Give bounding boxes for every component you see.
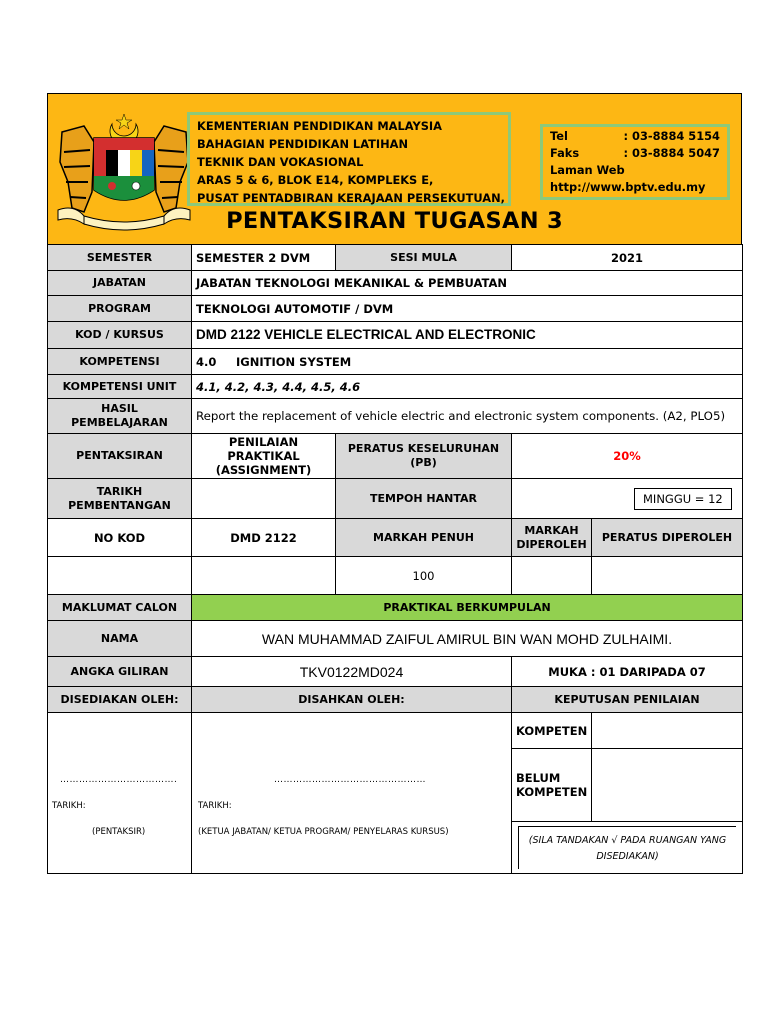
kompeten-checkbox[interactable]	[592, 713, 743, 749]
keputusan-label: KEPUTUSAN PENILAIAN	[512, 687, 743, 713]
sesi-label: SESI MULA	[336, 245, 512, 271]
markah-diperoleh-value[interactable]	[512, 557, 592, 595]
sila-note: (SILA TANDAKAN √ PADA RUANGAN YANG DISEDIAKAN)	[518, 826, 736, 869]
tempoh-cell	[512, 479, 743, 519]
tel-label: Tel	[550, 129, 568, 143]
nokod-blank[interactable]	[48, 557, 192, 595]
semester-value: SEMESTER 2 DVM	[192, 245, 336, 271]
kompetensi-label: KOMPETENSI	[48, 349, 192, 375]
belum-kompeten-checkbox[interactable]	[592, 749, 743, 821]
pentaksir-signature-area[interactable]	[48, 713, 192, 874]
ministry-line: TEKNIK DAN VOKASIONAL	[197, 155, 364, 169]
kompetensi-value: IGNITION SYSTEM	[236, 354, 352, 369]
web-url: http://www.bptv.edu.my	[550, 180, 706, 194]
signature-line-1: ……………………………….	[60, 775, 178, 785]
belum-kompeten-label: BELUM KOMPETEN	[512, 749, 592, 821]
contact-box	[540, 124, 730, 200]
tel-value: : 03-8884 5154	[623, 129, 720, 143]
ministry-line: ARAS 5 & 6, BLOK E14, KOMPLEKS E,	[197, 173, 434, 187]
ketua-signature-area[interactable]	[192, 713, 512, 874]
ministry-line: BAHAGIAN PENDIDIKAN LATIHAN	[197, 137, 409, 151]
kompetensi-cell	[192, 349, 743, 375]
minggu-box: MINGGU = 12	[634, 488, 732, 510]
pentaksiran-label: PENTAKSIRAN	[48, 434, 192, 479]
peratus-value: 20%	[512, 434, 743, 479]
praktikal-bar: PRAKTIKAL BERKUMPULAN	[192, 595, 743, 621]
ministry-line: KEMENTERIAN PENDIDIKAN MALAYSIA	[197, 119, 442, 133]
tarikh-sig-1: TARIKH:	[52, 801, 86, 811]
tarikh-sig-2: TARIKH:	[198, 801, 232, 811]
penilaian-value: PENILAIAN PRAKTIKAL (ASSIGNMENT)	[192, 434, 336, 479]
tarikh-value[interactable]	[192, 479, 336, 519]
program-value: TEKNOLOGI AUTOMOTIF / DVM	[192, 296, 743, 322]
faks-value: : 03-8884 5047	[623, 146, 720, 160]
ministry-line: PUSAT PENTADBIRAN KERAJAAN PERSEKUTUAN,	[197, 191, 505, 205]
sesi-value: 2021	[512, 245, 743, 271]
faks-label: Faks	[550, 146, 580, 160]
markah-penuh-label: MARKAH PENUH	[336, 519, 512, 557]
kod-value: DMD 2122 VEHICLE ELECTRICAL AND ELECTRONIC	[192, 322, 743, 349]
jabatan-value: JABATAN TEKNOLOGI MEKANIKAL & PEMBUATAN	[192, 271, 743, 296]
signature-line-2: …………………………………………	[274, 775, 426, 785]
pentaksir-label: (PENTAKSIR)	[92, 827, 146, 837]
web-label: Laman Web	[550, 163, 625, 177]
markah-diperoleh-label: MARKAH DIPEROLEH	[512, 519, 592, 557]
program-label: PROGRAM	[48, 296, 192, 322]
ketua-label: (KETUA JABATAN/ KETUA PROGRAM/ PENYELARAS KURSUS)	[198, 827, 449, 837]
disahkan-label: DISAHKAN OLEH:	[192, 687, 512, 713]
muka-value: MUKA : 01 DARIPADA 07	[512, 657, 743, 687]
kompetensi-unit-value: 4.1, 4.2, 4.3, 4.4, 4.5, 4.6	[192, 375, 743, 399]
kod-label: KOD / KURSUS	[48, 322, 192, 349]
disediakan-label: DISEDIAKAN OLEH:	[48, 687, 192, 713]
nama-value: WAN MUHAMMAD ZAIFUL AMIRUL BIN WAN MOHD ZULHAIMI.	[192, 621, 743, 657]
nokod-label: NO KOD	[48, 519, 192, 557]
kompetensi-unit-label: KOMPETENSI UNIT	[48, 375, 192, 399]
jabatan-label: JABATAN	[48, 271, 192, 296]
nokod-value-blank[interactable]	[192, 557, 336, 595]
assessment-form	[47, 93, 742, 874]
ministry-address-box	[187, 112, 511, 206]
markah-penuh-value: 100	[336, 557, 512, 595]
angka-value: TKV0122MD024	[192, 657, 512, 687]
tempoh-label: TEMPOH HANTAR	[336, 479, 512, 519]
tarikh-label: TARIKH PEMBENTANGAN	[48, 479, 192, 519]
nokod-value: DMD 2122	[192, 519, 336, 557]
maklumat-label: MAKLUMAT CALON	[48, 595, 192, 621]
form-header	[47, 93, 742, 244]
nama-label: NAMA	[48, 621, 192, 657]
sila-note-cell	[512, 821, 743, 873]
peratus-label: PERATUS KESELURUHAN (PB)	[336, 434, 512, 479]
semester-label: SEMESTER	[48, 245, 192, 271]
angka-label: ANGKA GILIRAN	[48, 657, 192, 687]
hasil-label: HASIL PEMBELAJARAN	[48, 399, 192, 434]
page-title: PENTAKSIRAN TUGASAN 3	[226, 208, 563, 234]
peratus-diperoleh-value[interactable]	[592, 557, 743, 595]
kompetensi-number: 4.0	[196, 354, 217, 369]
kompeten-label: KOMPETEN	[512, 713, 592, 749]
peratus-diperoleh-label: PERATUS DIPEROLEH	[592, 519, 743, 557]
hasil-value: Report the replacement of vehicle electric and electronic system components. (A2, PLO5)	[192, 399, 743, 434]
form-table	[47, 244, 743, 874]
